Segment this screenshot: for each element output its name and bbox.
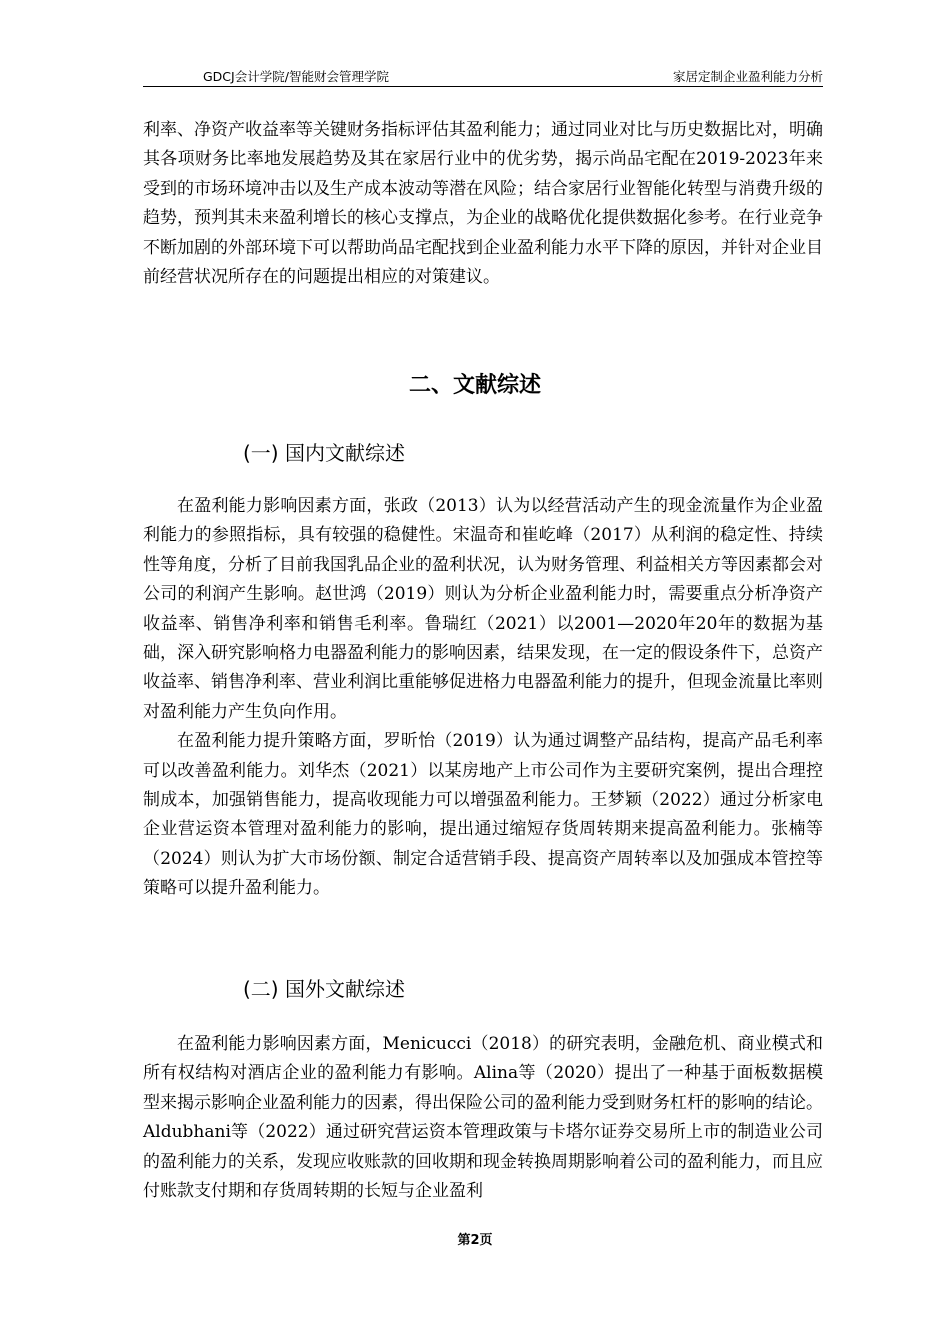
page-header	[143, 64, 823, 87]
domestic-paragraph-1: 在盈利能力影响因素方面，张政（2013）认为以经营活动产生的现金流量作为企业盈利能力的参照指标，具有较强的稳健性。宋温奇和崔屹峰（2017）从利润的稳定性、持续性等角度，分析了目前我国乳品企业的盈利状况，认为财务管理、利益相关方等因素都会对公司的利润产生影响。赵世鸿（2019）则认为分析企业盈利能力时，需要重点分析净资产收益率、销售净利率和销售毛利率。鲁瑞红（2021）以2001—2020年20年的数据为基础，深入研究影响格力电器盈利能力的影响因素，结果发现，在一定的假设条件下，总资产收益率、销售净利率、营业利润比重能够促进格力电器盈利能力的提升，但现金流量比率则对盈利能力产生负向作用。	[143, 496, 823, 722]
header-institution: GDCJ会计学院/智能财会管理学院	[203, 69, 389, 84]
foreign-review-block	[143, 1030, 823, 1206]
page-number: 第2页	[457, 1233, 493, 1248]
subsection-heading-domestic: (一) 国内文献综述	[243, 441, 405, 465]
intro-paragraph: 利率、净资产收益率等关键财务指标评估其盈利能力；通过同业对比与历史数据比对，明确其各项财务比率地发展趋势及其在家居行业中的优劣势，揭示尚品宅配在2019-2023年来受到的市场环境冲击以及生产成本波动等潜在风险；结合家居行业智能化转型与消费升级的趋势，预判其未来盈利增长的核心支撑点，为企业的战略优化提供数据化参考。在行业竞争不断加剧的外部环境下可以帮助尚品宅配找到企业盈利能力水平下降的原因，并针对企业目前经营状况所存在的问题提出相应的对策建议。	[143, 120, 823, 288]
section-heading: 二、文献综述	[408, 373, 541, 398]
domestic-review-block	[143, 492, 823, 904]
domestic-paragraph-2: 在盈利能力提升策略方面，罗昕怡（2019）认为通过调整产品结构，提高产品毛利率可以改善盈利能力。刘华杰（2021）以某房地产上市公司作为主要研究案例，提出合理控制成本，加强销售能力，提高收现能力可以增强盈利能力。王梦颖（2022）通过分析家电企业营运资本管理对盈利能力的影响，提出通过缩短存货周转期来提高盈利能力。张楠等（2024）则认为扩大市场份额、制定合适营销手段、提高资产周转率以及加强成本管控等策略可以提升盈利能力。	[143, 731, 823, 899]
intro-text-block	[143, 116, 823, 292]
subsection-heading-foreign: (二) 国外文献综述	[243, 977, 405, 1001]
header-title: 家居定制企业盈利能力分析	[672, 69, 823, 84]
foreign-paragraph-1: 在盈利能力影响因素方面，Menicucci（2018）的研究表明，金融危机、商业模式和所有权结构对酒店企业的盈利能力有影响。Alina等（2020）提出了一种基于面板数据模型来揭示影响企业盈利能力的因素，得出保险公司的盈利能力受到财务杠杆的影响的结论。Aldubhani等（2022）通过研究营运资本管理政策与卡塔尔证券交易所上市的制造业公司的盈利能力的关系，发现应收账款的回收期和现金转换周期影响着公司的盈利能力，而且应付账款支付期和存货周转期的长短与企业盈利	[143, 1034, 823, 1202]
